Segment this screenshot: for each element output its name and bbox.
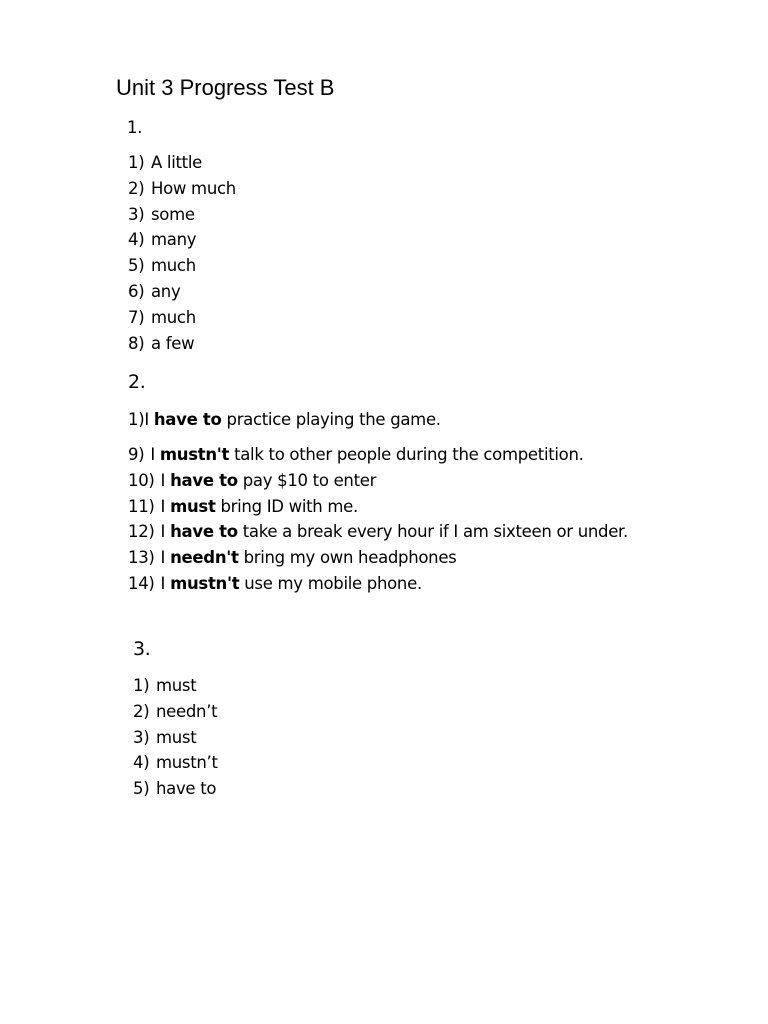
list-item [128,279,236,305]
item-rest: take a break every hour if I am sixteen or under. [242,522,628,542]
item-modal: mustn't [159,445,230,464]
item-number: 3) [128,204,145,224]
section-2-heading: 2. [128,371,146,393]
section-1-list [128,150,236,356]
item-number: 7) [128,307,145,327]
item-number: 10) [128,470,155,490]
item-number: 9) [128,445,145,464]
item-answer: mustn’t [156,753,218,773]
item-number: 4) [128,230,145,250]
item-rest: pay $10 to enter [242,470,377,490]
item-number: 1) [133,676,150,695]
item-pronoun: I [160,548,166,568]
item-number: 6) [128,281,145,301]
item-pronoun: I [160,573,166,593]
section-1-heading: 1. [127,118,143,137]
item-rest: use my mobile phone. [244,573,422,593]
item-rest: talk to other people during the competition. [234,445,584,464]
item-number: 1) [128,153,145,172]
item-number: 5) [128,256,145,276]
item-pronoun: I [160,496,166,516]
item-answer: How much [151,178,236,198]
item-answer: must [156,727,197,747]
item-answer: much [151,307,196,327]
list-item [128,571,628,597]
item-answer: much [151,256,196,276]
list-item [128,202,236,228]
item-number: 3) [133,727,150,747]
item-answer: needn’t [156,701,218,721]
item-number: 11) [128,496,155,516]
list-item [128,545,628,571]
list-item [133,699,218,725]
item-rest: practice playing the game. [226,410,441,429]
page-title: Unit 3 Progress Test B [116,75,335,100]
item-answer: have to [156,779,217,799]
list-item [128,176,236,202]
item-number: 12) [128,522,155,542]
item-number: 14) [128,573,155,593]
list-item [133,776,218,802]
list-item [128,494,628,520]
item-modal: needn't [170,548,239,568]
list-item [128,227,236,253]
item-modal: mustn't [170,573,240,593]
section-3-list [133,673,218,802]
item-answer: a few [151,333,195,353]
list-item [128,331,236,357]
list-item [128,468,628,494]
item-modal: must [170,496,216,516]
list-item [133,673,218,699]
item-modal: have to [170,522,238,542]
item-answer: any [151,281,181,301]
item-number: 5) [133,779,150,799]
item-modal: have to [153,410,222,429]
item-pronoun: I [160,522,166,542]
section-3-heading: 3. [133,638,151,660]
item-number: 4) [133,753,150,773]
item-number: 8) [128,333,145,353]
list-item [128,150,236,176]
item-answer: some [151,204,195,224]
section-2-example [128,407,441,433]
item-number: 13) [128,548,155,568]
item-rest: bring ID with me. [220,496,358,516]
section-2-list [128,442,628,597]
list-item [128,442,628,468]
item-answer: A little [151,153,202,172]
item-rest: bring my own headphones [243,548,457,568]
list-item [133,750,218,776]
item-answer: must [156,676,197,695]
item-number: 2) [133,701,150,721]
list-item [133,725,218,751]
item-pronoun: I [150,445,155,464]
item-modal: have to [170,470,238,490]
item-answer: many [151,230,197,250]
item-pronoun: I [160,470,166,490]
list-item [128,519,628,545]
item-number: 2) [128,178,145,198]
item-number: 1)I [128,410,149,429]
list-item [128,305,236,331]
list-item [128,253,236,279]
